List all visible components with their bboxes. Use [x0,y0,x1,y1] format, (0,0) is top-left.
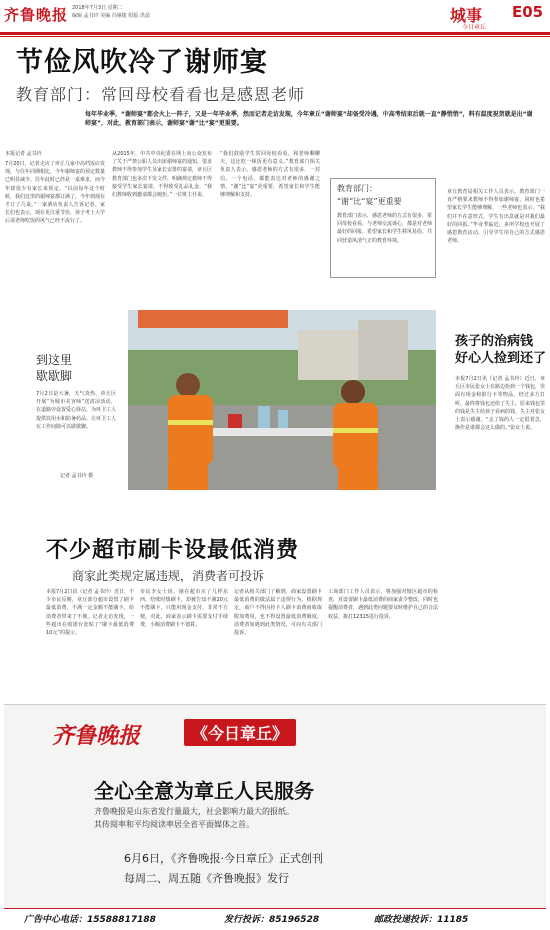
postal-phone: 邮政投递投诉：11185 [374,915,469,925]
ad-launch-line1: 6月6日，《齐鲁晚报·今日章丘》正式创刊 [124,852,323,865]
story3-col3: 记者从相关部门了解到，商家设置刷卡最低消费的做法属于违规行为，根据规定，商户不得因持卡人刷卡消费而收取附加费用，也不得设置最低消费额度。消费者如遇到此类情况，可向有关部门投诉。 [234,589,322,637]
sidebar-head: “谢”比“宴”更重要 [337,197,402,206]
story3-col2: 市民李女士说，她在超市买了几样东西，结账时想刷卡，却被告知不满20元不能刷卡，只能用现金支付，非常不方便。对此，商家表示刷卡需要支付手续费，小额消费刷卡不划算。 [140,589,228,628]
masthead [0,0,550,32]
photo-caption-text: 7月2日是大暑，天气炎热，章丘区开展“为城市美容师”送清凉活动，在道路旁设置爱心驿站，为环卫工人提供饮用水和防暑药品，让环卫工人在工作间隙可以歇歇脚。 [36,391,116,430]
story1-lead: 每年毕业季，“谢师宴”都会火上一阵子，又是一年毕业季，然而记者走访发现，今年章丘“谢师宴”却备受冷遇，中高考结束后就一直“静悄悄”，料有温度祝贺就是出“谢师宴”，对此，教育部门表示，谢师宴“谢”比“宴”更重要。 [85,111,533,127]
story2-text: 本报7月2日讯（记者 孟书玲）近日，章丘区市民张女士在路边捡到一个钱包，里面有现金和银行卡等物品，经过多方打听，最终将钱包还给了失主。原来钱包里的钱是失主给孩子看病的钱，失主对张女士表示感谢。“丢了钱的人一定很着急，换作是谁都会这么做的。”张女士说。 [455,376,545,432]
story1-col3: “我们鼓励学生常回母校看看，和老师聊聊天，这比吃一顿饭更有意义。”教育部门相关负责人表示，感恩老师的方式有很多，一封信、一个电话，都能表达对老师的感谢之情，“谢”比“宴”更重要，希望家长和学生能够理解和支持。 [220,151,320,199]
ad-badge: 《今日章丘》 [184,719,296,746]
story1-subhead: 教育部门：常回母校看看也是感恩老师 [16,85,306,104]
caption-head-line2: 歇歇脚 [36,369,73,383]
story3-col1: 本报7月2日讯（记者 孟书玲）近日，不少市民反映，章丘部分超市设置了刷卡最低消费，不满一定金额不能刷卡，给消费者带来了不便。记者走访发现，一些超市在收银台张贴了“刷卡最低消费10元”的提示。 [46,589,134,637]
promo-ad [4,704,546,926]
caption-head-line1: 到这里 [36,353,73,367]
ad-description [94,805,294,831]
ad-launch-line2: 每周二、周五随《齐鲁晚报》发行 [124,872,289,885]
issue-date: 2018年7月3日 星期二 [72,5,123,11]
story2-head-line2: 好心人捡到还了 [455,351,547,366]
story2-head-line1: 孩子的治病钱 [455,334,534,349]
story1-byline: 本报记者 孟书玲 [5,151,42,157]
story3-col4: 工商部门工作人员表示，将加强对辖区超市的检查，对设置刷卡最低消费的商家责令整改，同时也提醒消费者，遇到此类问题要及时维护自己的合法权益，拨打12315进行投诉。 [328,589,438,620]
ad-launch-info [124,849,323,889]
sidebar-text: 教育部门表示，感恩老师的方式有很多，常回母校看看，与老师交流谈心，都是对老师最好的回报，希望家长和学生移风易俗，共同营造风清气正的教育环境。 [337,213,432,244]
ad-footer [4,908,546,926]
story1-headline: 节俭风吹冷了谢师宴 [16,47,268,78]
sidebar-title: 教育部门： [337,184,377,193]
page-number: E05 [512,3,544,21]
story3-headline: 不少超市刷卡设最低消费 [46,538,300,563]
ad-logo: 齐鲁晚报 [52,723,141,749]
news-photo [128,310,436,490]
ad-text-line1: 齐鲁晚报是山东省发行量最大，社会影响力最大的报纸。 [94,807,294,816]
ad-title: 全心全意为章丘人民服务 [94,779,314,803]
header-rule [0,32,550,35]
distribution-phone: 发行投诉：85196528 [224,915,320,925]
story1-col2: 从2015年，中共中央纪委在网上向公众发布了关于严禁公职人员出席谢师宴的通知，要求教师不得参加学生及家长安排的宴请，章丘区教育部门也多次下发文件，明确规定教师不得接受学生家长宴请，不得收受礼品礼金。“我们教师收到邀请都会婉拒。”一位班主任说。 [112,151,212,199]
issue-meta [72,4,272,20]
story2-headline [455,333,550,367]
newspaper-logo: 齐鲁晚报 [4,6,69,24]
issue-editors: 编辑 孟书玲 美编 冯娅捷 组版 洪晨 [72,13,150,19]
story1-col1: 7月20日，记者走访了章丘几家中高档饭店发现，与往年同期相比，今年谢师宴的预定数量已明显减少，往年此时已经是一桌难求，而今年却很少有家长来预定。“以前每年这个时候，我们这里的谢师宴都订满了，今年到现在才订了几桌。”一家酒店负责人告诉记者。家长们也表示，现在更注重节俭，孩子考上大学后请老师吃饭的风气已经不流行了。 [5,161,105,225]
section-name: 城事 [450,6,483,25]
photo-credit: 记者 孟书玲 摄 [60,473,94,479]
ad-phone: 广告中心电话：15588817188 [24,915,156,925]
story1-right-col: 章丘教育局相关工作人员表示，教育部门一直严格要求教师不得参加谢师宴，同时也希望家长学生能够理解，一些老师也表示，“我们并不在意形式，学生有出息就是对我们最好的回报。”毕业季临近，多所学校也开展了感恩教育活动，引导学生用自己的方式感恩老师。 [447,189,545,245]
section-subtitle: 今日章丘 [462,24,487,31]
photo-caption-head [36,352,116,384]
story3-subhead: 商家此类规定属违规，消费者可投诉 [72,569,265,583]
header-rule-thin [0,36,550,37]
ad-text-line2: 其传阅率和平均阅读率居全省平面媒体之首。 [94,820,254,829]
sanitation-workers-photo [128,310,436,490]
